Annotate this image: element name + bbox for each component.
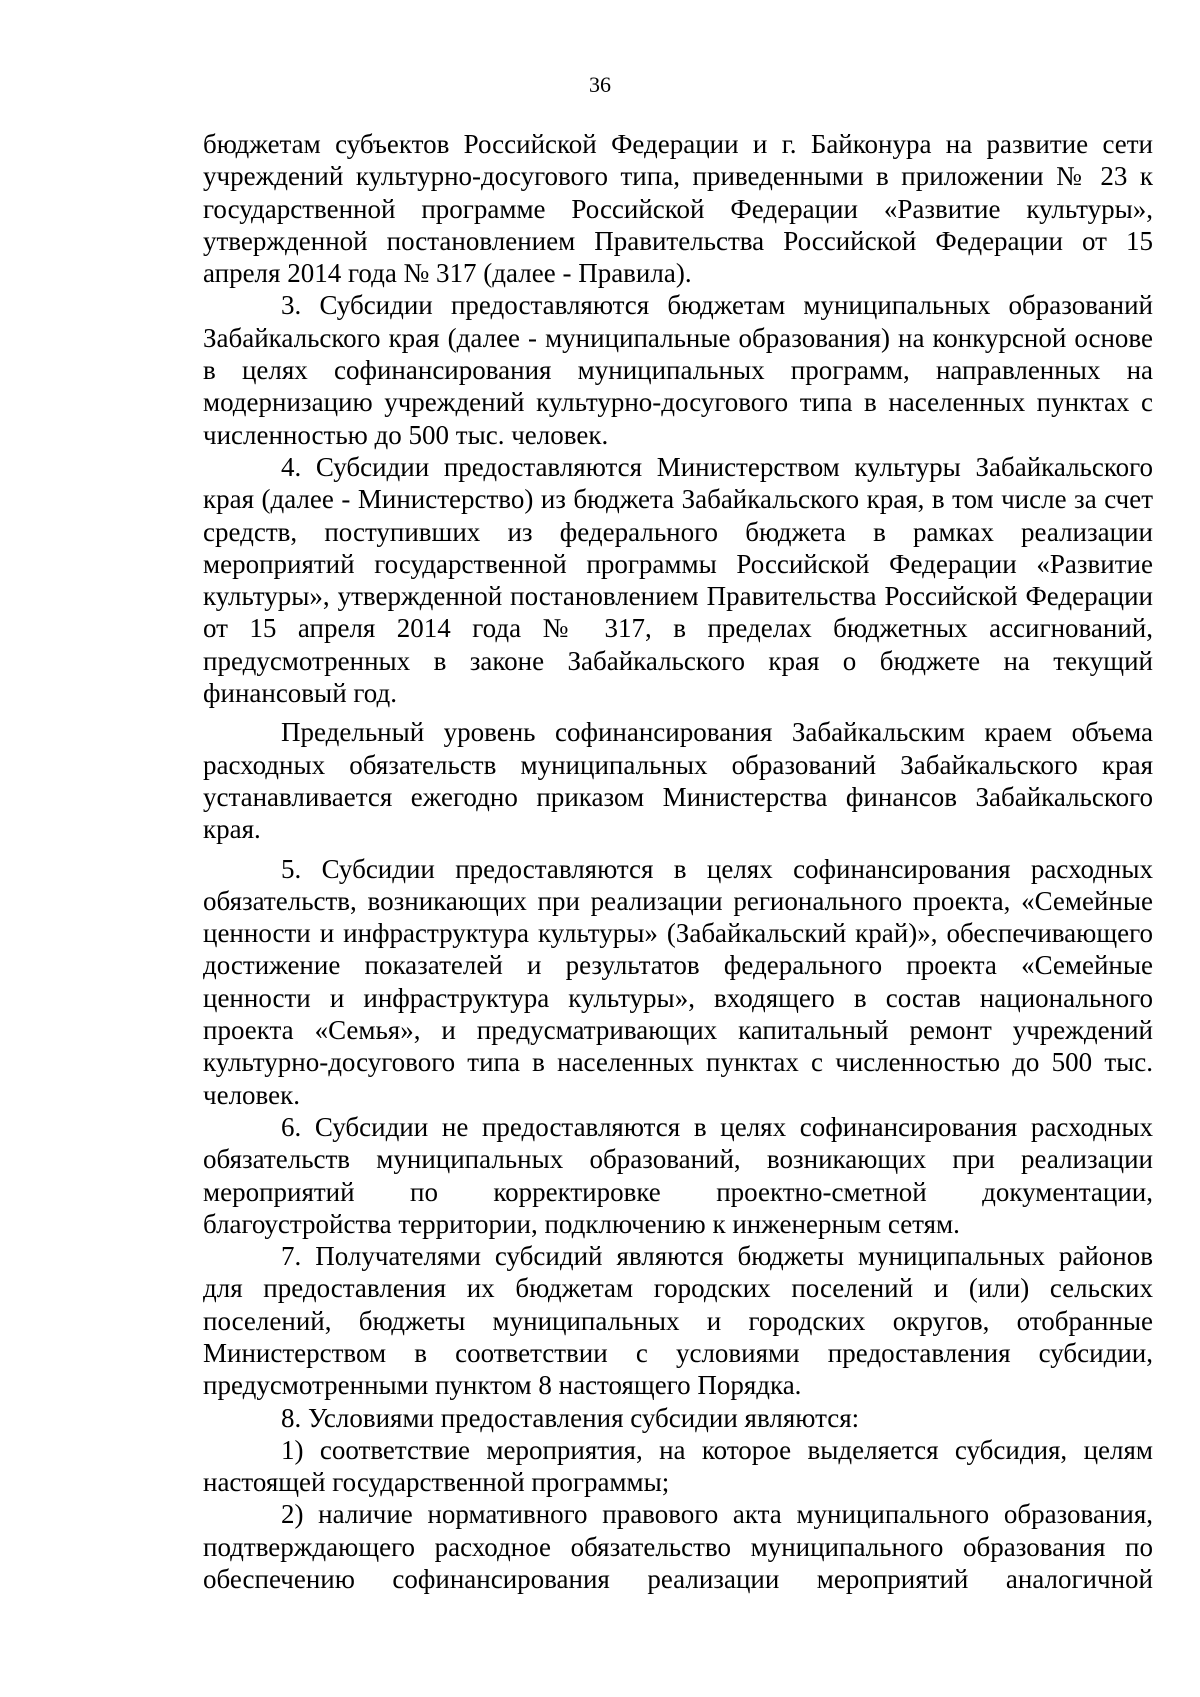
paragraph-item-5: 5. Субсидии предоставляются в целях софинансирования расходных обязательств, возникающих при реализации регионального проекта, «Семейные ценности и инфраструктура культуры» (Забайкальский край)», обеспечивающего достижение показателей и результатов федерального проекта «Семейные ценности и инфраструктура культуры», входящего в состав национального проекта «Семья», и предусматривающих капитальный ремонт учреждений культурно-досугового типа в населенных пунктах с численностью до 500 тыс. человек. [203, 853, 1153, 1110]
paragraph-item-3: 3. Субсидии предоставляются бюджетам муниципальных образований Забайкальского края (далее - муниципальные образования) на конкурсной основе в целях софинансирования муниципальных программ, направленных на модернизацию учреждений культурно-досугового типа в населенных пунктах с численностью до 500 тыс. человек. [203, 290, 1153, 450]
paragraph-item-6: 6. Субсидии не предоставляются в целях софинансирования расходных обязательств муниципальных образований, возникающих при реализации мероприятий по корректировке проектно-сметной документации, благоустройства территории, подключению к инженерным сетям. [203, 1111, 1153, 1239]
paragraph-item-8-2: 2) наличие нормативного правового акта муниципального образования, подтверждающего расходное обязательство муниципального образования по обеспечению софинансирования реализации мероприятий аналогичной [203, 1499, 1153, 1595]
paragraph-item-8: 8. Условиями предоставления субсидии являются: [281, 1402, 860, 1433]
page-number: 36 [589, 72, 611, 97]
paragraph-continuation: бюджетам субъектов Российской Федерации и г. Байконура на развитие сети учреждений культурно-досугового типа, приведенными в приложении № 23 к государственной программе Российской Федерации «Развитие культуры», утвержденной постановлением Правительства Российской Федерации от 15 апреля 2014 года № 317 (далее - Правила). [203, 129, 1153, 289]
document-body [203, 128, 1153, 1595]
paragraph-item-8-1: 1) соответствие мероприятия, на которое выделяется субсидия, целям настоящей государственной программы; [203, 1434, 1153, 1498]
paragraph-item-4: 4. Субсидии предоставляются Министерством культуры Забайкальского края (далее - Министерство) из бюджета Забайкальского края, в том числе за счет средств, поступивших из федерального бюджета в рамках реализации мероприятий государственной программы Российской Федерации «Развитие культуры», утвержденной постановлением Правительства Российской Федерации от 15 апреля 2014 года № 317, в пределах бюджетных ассигнований, предусмотренных в законе Забайкальского края о бюджете на текущий финансовый год. [203, 451, 1153, 709]
paragraph-cofinancing-level: Предельный уровень софинансирования Забайкальским краем объема расходных обязательств муниципальных образований Забайкальского края устанавливается ежегодно приказом Министерства финансов Забайкальского края. [203, 717, 1153, 845]
paragraph-item-7: 7. Получателями субсидий являются бюджеты муниципальных районов для предоставления их бюджетам городских поселений и (или) сельских поселений, бюджеты муниципальных и городских округов, отобранные Министерством в соответствии с условиями предоставления субсидии, предусмотренными пунктом 8 настоящего Порядка. [203, 1241, 1153, 1401]
